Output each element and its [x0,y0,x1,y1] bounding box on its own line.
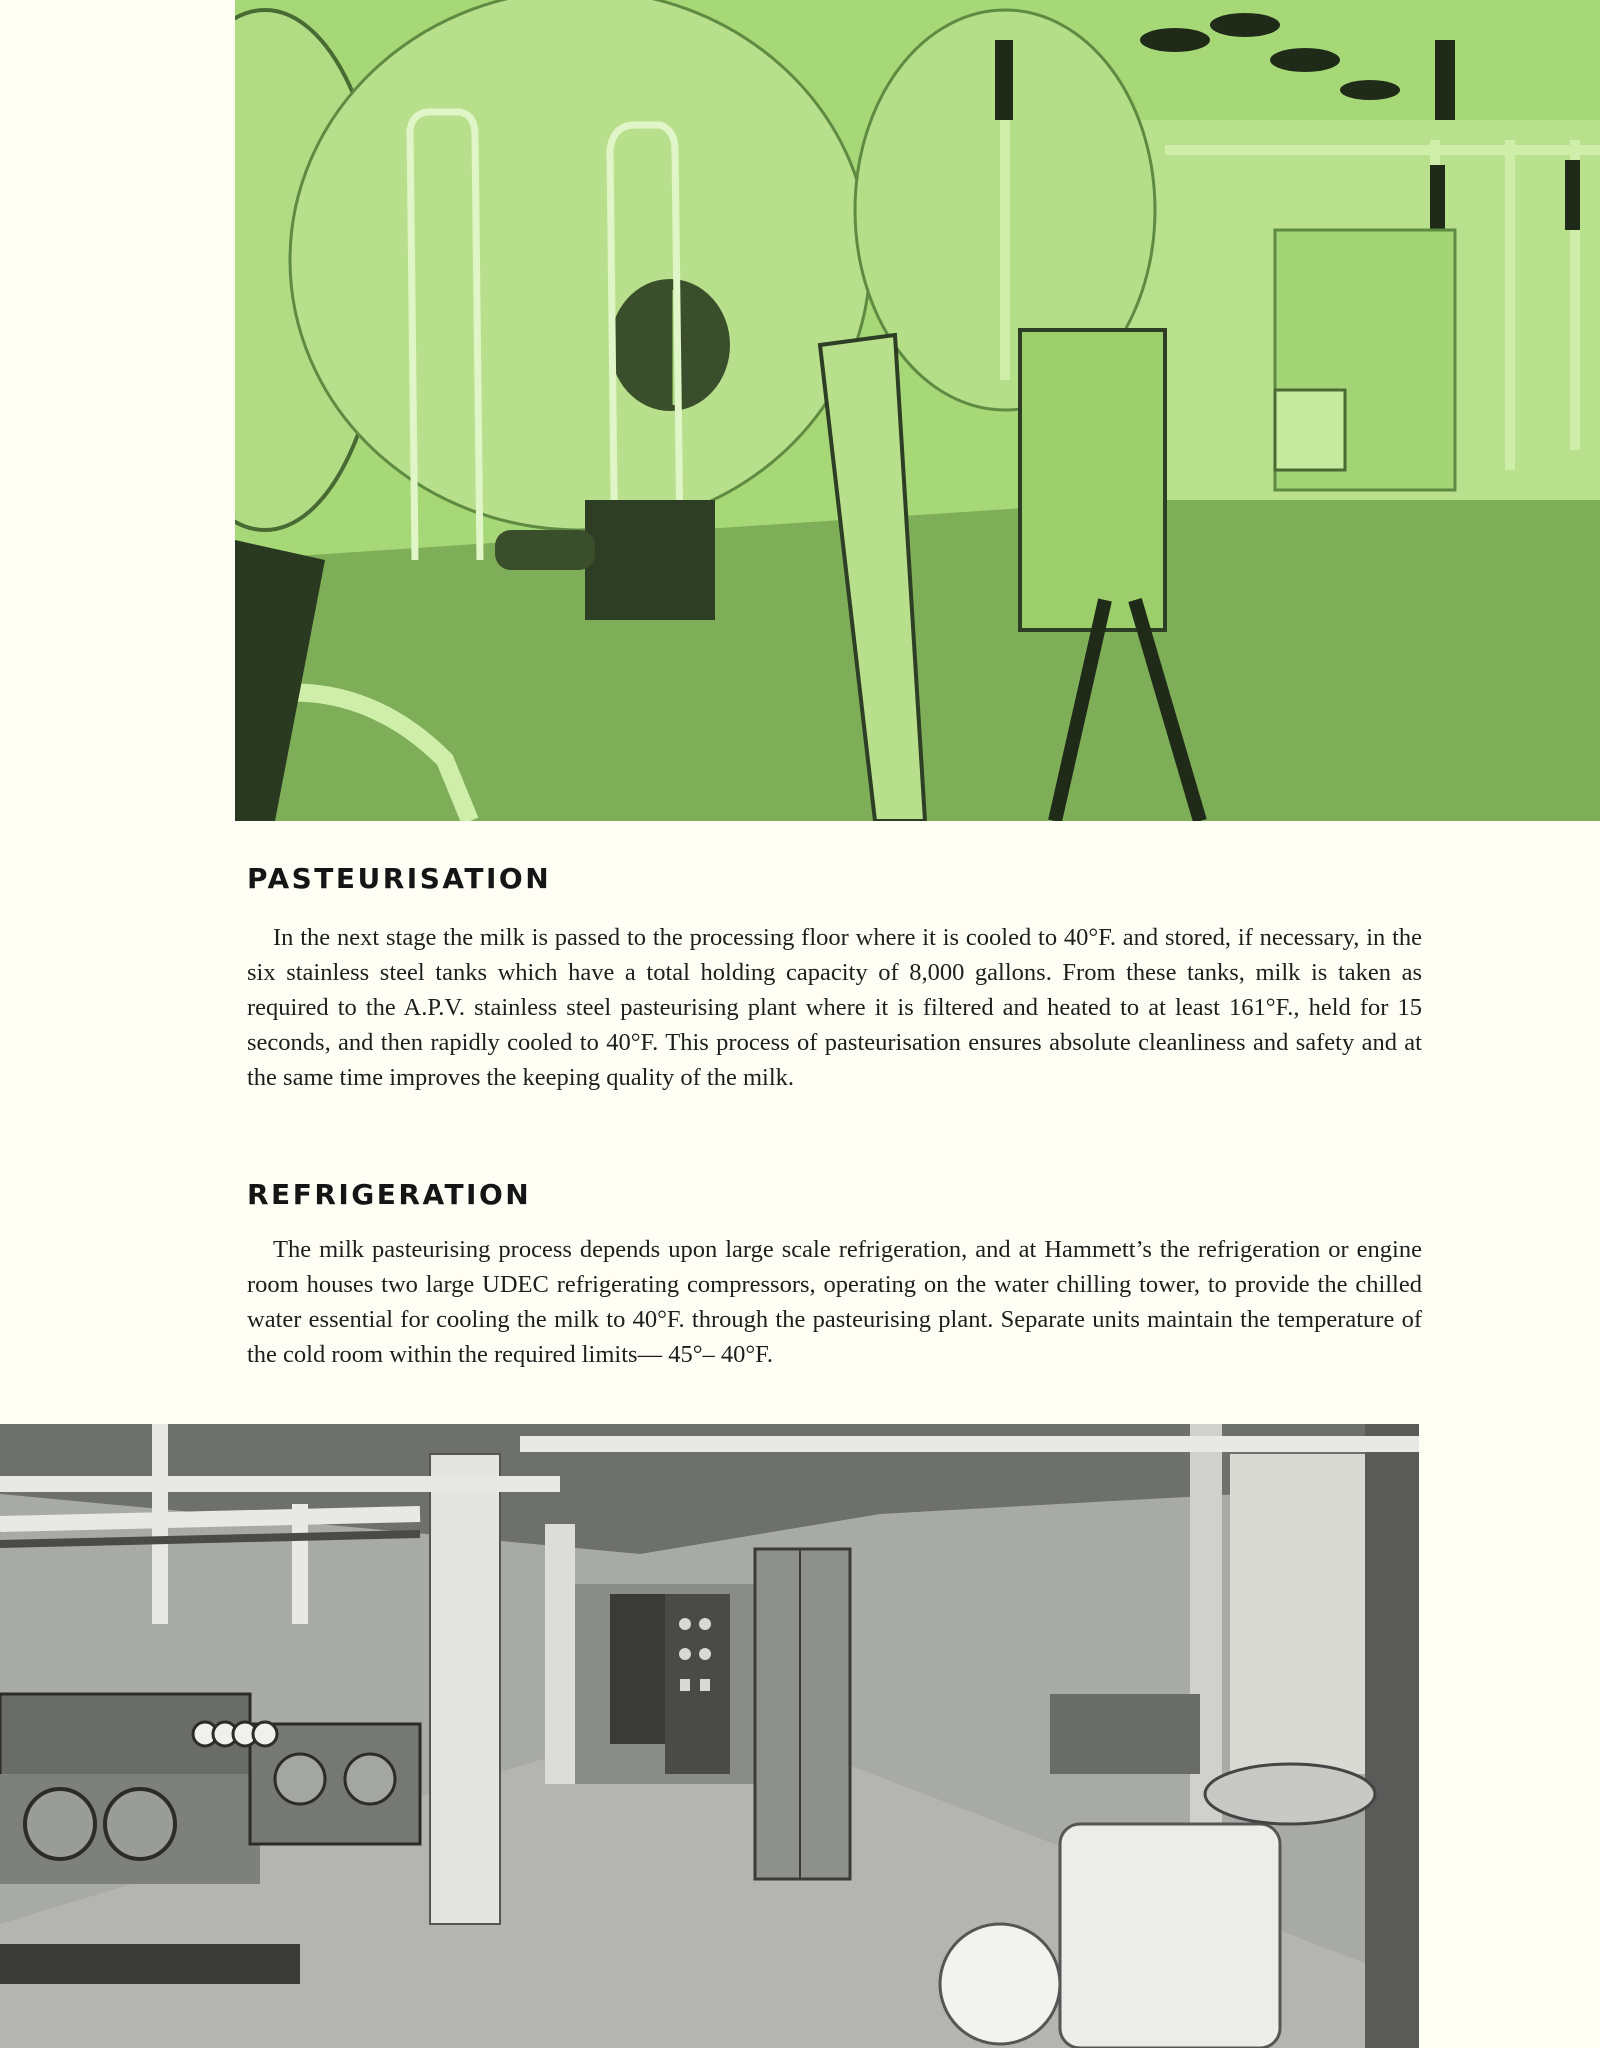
section-heading-pasteurisation: PASTEURISATION [247,862,552,895]
photo-pasteurising-plant [235,0,1600,821]
section-body-refrigeration: The milk pasteurising process depends upon large scale refrigeration, and at Hammett’s the refrigeration or engine room houses two large UDEC refrigerating compressors, operating on the water chilling tower, to provide the chilled water essential for cooling the milk to 40°F. through the pasteurising plant. Separate units maintain the temperature of the cold room within the required limits— 45°– 40°F. [247,1236,1422,1368]
pasteurising-plant-illustration [235,0,1600,821]
photo-refrigeration-engine-room [0,1424,1419,2048]
section-heading-refrigeration: REFRIGERATION [247,1178,532,1211]
engine-room-illustration [0,1424,1419,2048]
section-body-pasteurisation: In the next stage the milk is passed to the processing floor where it is cooled to 40°F. and stored, if necessary, in the six stainless steel tanks which have a total holding capacity of 8,000 gallons. From these tanks, milk is taken as required to the A.P.V. stainless steel pasteurising plant where it is filtered and heated to at least 161°F., held for 15 seconds, and then rapidly cooled to 40°F. This process of pasteurisation ensures absolute cleanliness and safety and at the same time improves the keeping quality of the milk. [247,924,1422,1091]
